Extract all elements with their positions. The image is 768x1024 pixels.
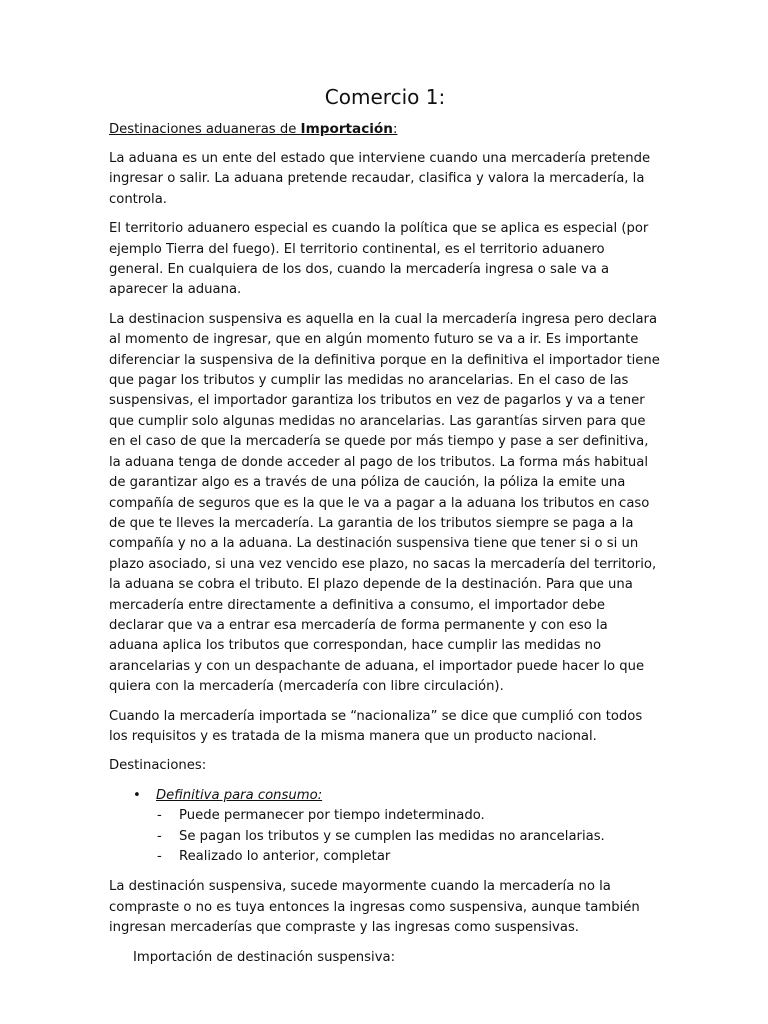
section-heading-suffix: : [392, 122, 398, 137]
paragraph-territorio: El territorio aduanero especial es cuando la política que se aplica es especial (por ejemplo Tierra del fuego). El territorio continental, es el territorio aduanero general. En cualquiera de los dos, cuando la mercadería ingresa o sale va a aparecer la aduana. [109, 221, 649, 298]
sub-item-text: Realizado lo anterior, completar [179, 849, 391, 864]
bullet-label: Definitiva para consumo: [156, 787, 323, 803]
paragraph-aduana: La aduana es un ente del estado que interviene cuando una mercadería pretende ingresar o salir. La aduana pretende recaudar, clasifica y valora la mercadería, la controla. [109, 151, 651, 207]
paragraph-destinaciones: Destinaciones: [109, 758, 207, 774]
dash-icon: - [157, 808, 162, 824]
sub-list-item [109, 806, 661, 826]
bullet-icon: • [133, 787, 141, 803]
sub-item-text: Se pagan los tributos y se cumplen las medidas no arancelarias. [179, 828, 605, 844]
section-heading-prefix: Destinaciones aduaneras de [109, 122, 301, 137]
paragraph-suspensiva: La destinacion suspensiva es aquella en la cual la mercadería ingresa pero declara al momento de ingresar, que en algún momento futuro se va a ir. Es importante diferenciar la suspensiva de la definitiva porque en la definitiva el importador tiene que pagar los tributos y cumplir las medidas no arancelarias. En el caso de las suspensivas, el importador garantiza los tributos en vez de pagarlos y va a tener que cumplir solo algunas medidas no arancelarias. Las garantías sirven para que en el caso de que la mercadería se quede por más tiempo y pase a ser definitiva, la aduana tenga de donde acceder al pago de los tributos. La forma más habitual de garantizar algo es a través de una póliza de caución, la póliza la emite una compañía de seguros que es la que le va a pagar a la aduana los tributos en caso de que te lleves la mercadería. La garantia de los tributos siempre se paga a la compañía y no a la aduana. La destinación suspensiva tiene que tener si o si un plazo asociado, si una vez vencido ese plazo, no sacas la mercadería del territorio, la aduana se cobra el tributo. El plazo depende de la destinación. Para que una mercadería entre directamente a definitiva a consumo, el importador debe declarar que va a entrar esa mercadería de forma permanente y con eso la aduana aplica los tributos que correspondan, hace cumplir las medidas no arancelarias y con un despachante de aduana, el importador puede hacer lo que quiera con la mercadería (mercadería con libre circulación). [109, 311, 660, 695]
sub-list-item [109, 827, 661, 847]
paragraph-nacionaliza: Cuando la mercadería importada se “nacionaliza” se dice que cumplió con todos los requisitos y es tratada de la misma manera que un producto nacional. [109, 708, 643, 744]
sub-item-text: Puede permanecer por tiempo indeterminado. [179, 808, 485, 824]
section-heading-bold: Importación [300, 121, 393, 137]
document-title: Comercio 1: [324, 85, 446, 109]
destinaciones-list [109, 786, 661, 868]
indented-heading: Importación de destinación suspensiva: [133, 949, 396, 965]
document-page [109, 84, 661, 977]
dash-icon: - [157, 828, 162, 844]
sub-list-item [109, 847, 661, 867]
paragraph-suspensiva-mayormente: La destinación suspensiva, sucede mayormente cuando la mercadería no la compraste o no es tuya entonces la ingresas como suspensiva, aunque también ingresan mercaderías que compraste y las ingresas como suspensivas. [109, 879, 640, 936]
list-item [109, 786, 661, 806]
dash-icon: - [157, 849, 162, 864]
section-heading [109, 120, 661, 139]
